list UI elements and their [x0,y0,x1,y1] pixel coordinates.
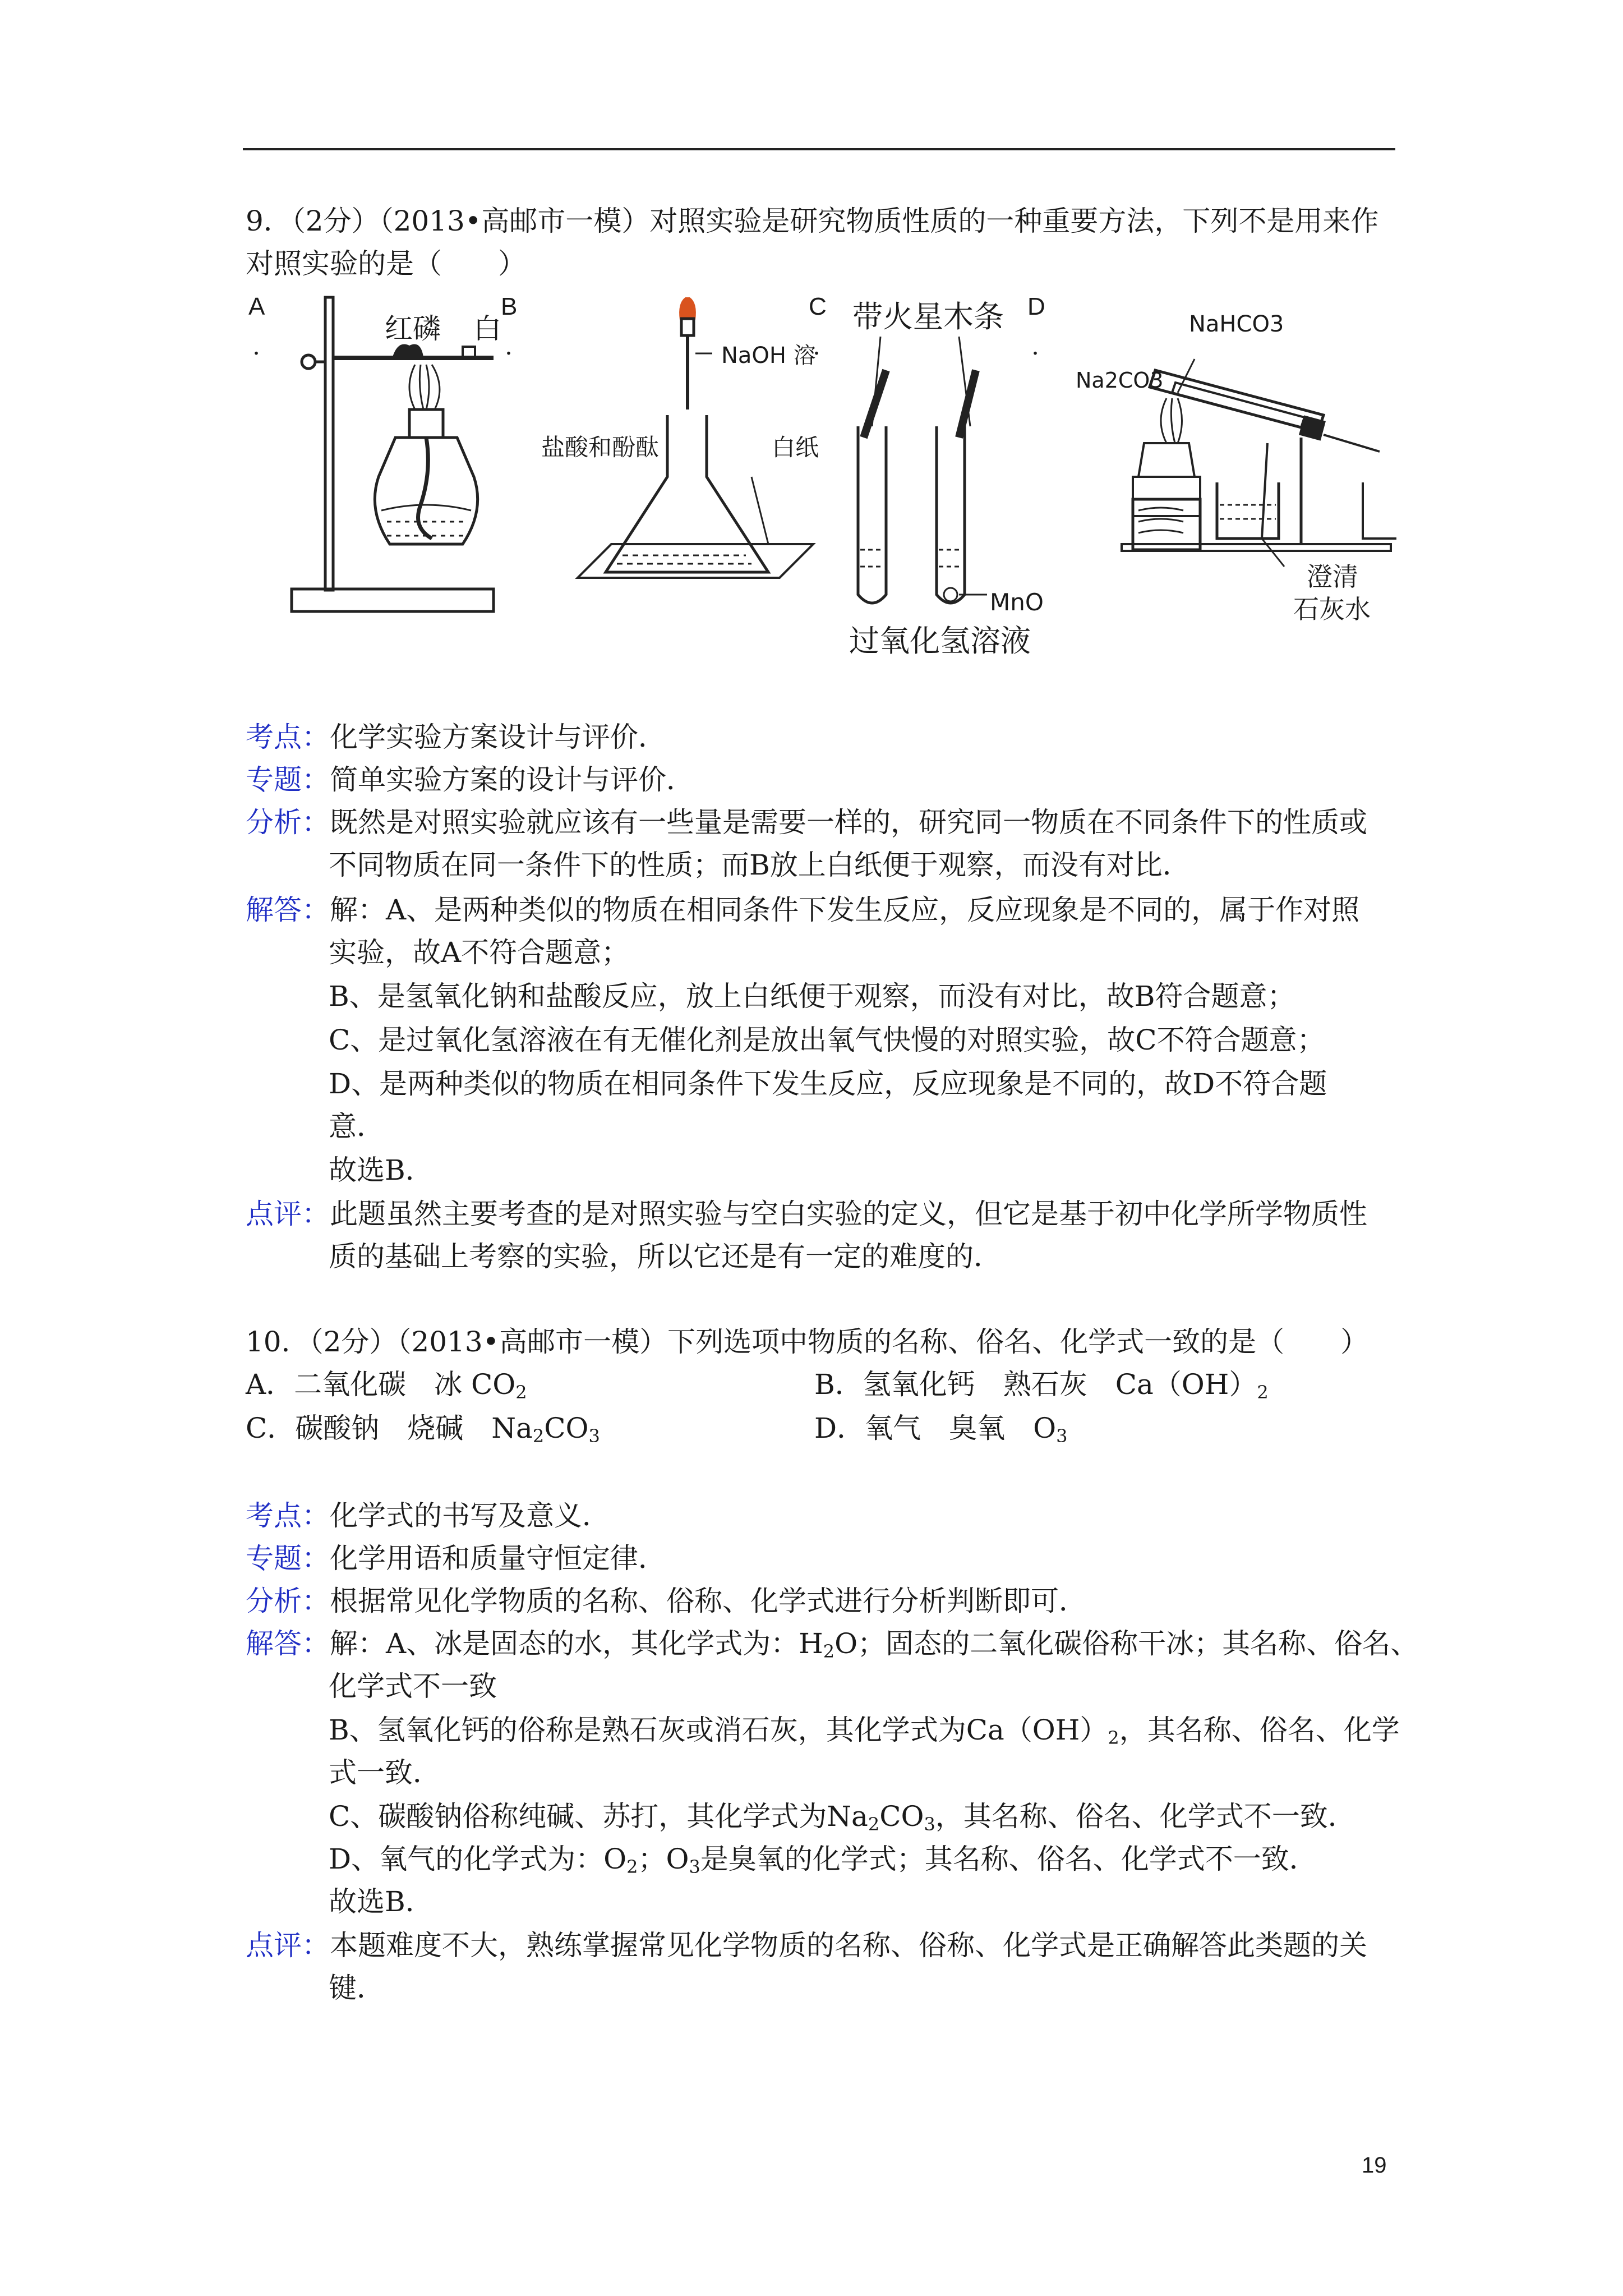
q9-stem-line1: 9．（2分）（2013•高邮市一模）对照实验是研究物质性质的一种重要方法，下列不是用来作 [246,205,1379,237]
fig-a-white-phosphorus-label: 白 [473,312,501,345]
q10-jieda-line6: D、氧气的化学式为：$O_2$；$O_3$是臭氧的化学式；其名称、俗名、化学式不一致． [329,1843,1317,1878]
q9-stem-line2: 对照实验的是（ ） [246,247,526,280]
fig-c-mno2-label: MnO [990,588,1044,616]
fig-b-hcl-phenolphthalein-label: 盐酸和酚酞 [541,434,660,461]
q10-jieda: 解答：解：A、冰是固态的水，其化学式为：$H_2O$；固态的二氧化碳俗称干冰；其名称、俗名、 [246,1627,1419,1662]
q10-option-c: C．碳酸钠 烧碱 $Na_2CO_3$ [246,1412,600,1447]
q10-dianping-line2: 键． [329,1972,385,2004]
fig-d-nahco3-label: NaHCO3 [1189,311,1284,337]
q9-fenxi: 分析：既然是对照实验就应该有一些量是需要一样的，研究同一物质在不同条件下的性质或 [246,806,1367,839]
header-rule [243,148,1395,150]
q9-jieda: 解答：解：A、是两种类似的物质在相同条件下发生反应，反应现象是不同的，属于作对照 [246,894,1360,926]
fig-c-hydrogen-peroxide-label: 过氧化氢溶液 [849,623,1031,659]
q9-option-c-dot: . [813,332,820,361]
q10-stem: 10．（2分）（2013•高邮市一模）下列选项中物质的名称、俗名、化学式一致的是（ ） [246,1326,1369,1358]
q9-option-d-dot: . [1031,332,1039,361]
q10-jieda-line5: C、碳酸钠俗称纯碱、苏打，其化学式为$Na_2CO_3$，其名称、俗名、化学式不一致． [329,1800,1356,1835]
fig-a-red-phosphorus-label: 红磷 [385,312,441,345]
q10-zhuanti: 专题：化学用语和质量守恒定律． [246,1542,666,1575]
q9-fenxi-line2: 不同物质在同一条件下的性质；而B放上白纸便于观察，而没有对比． [329,849,1191,881]
fig-d-na2co3-label: Na2CO3 [1076,368,1164,393]
q10-kaodian: 考点：化学式的书写及意义． [246,1499,610,1532]
q9-jieda-line7: 故选B． [329,1154,434,1186]
q9-dianping: 点评：此题虽然主要考查的是对照实验与空白实验的定义，但它是基于初中化学所学物质性 [246,1198,1367,1230]
fig-c-glowing-splint-label: 带火星木条 [852,299,1004,334]
q10-option-a: A．二氧化碳 冰 $CO_2$ [246,1368,527,1403]
q9-dianping-line2: 质的基础上考察的实验，所以它还是有一定的难度的． [329,1240,1002,1273]
q10-option-b: B．氢氧化钙 熟石灰 $Ca(OH)_2$ [814,1368,1269,1403]
fig-b-white-paper-label: 白纸 [772,434,819,461]
q10-fenxi: 分析：根据常见化学物质的名称、俗称、化学式进行分析判断即可． [246,1585,1087,1617]
q9-jieda-line2: 实验，故A不符合题意； [329,936,630,969]
fig-d-limewater-label-2: 石灰水 [1293,594,1371,624]
q9-option-a-dot: . [252,332,260,361]
q9-jieda-line5: D、是两种类似的物质在相同条件下发生反应，反应现象是不同的，故D不符合题 [329,1068,1327,1100]
q9-option-a-label: A [248,293,265,320]
q10-dianping: 点评：本题难度不大，熟练掌握常见化学物质的名称、俗称、化学式是正确解答此类题的关 [246,1929,1367,1962]
q9-option-c-label: C [809,293,827,320]
q10-option-d: D．氧气 臭氧 $O_3$ [814,1412,1068,1447]
q9-zhuanti: 专题：简单实验方案的设计与评价． [246,763,694,796]
q9-jieda-line3: B、是氢氧化钠和盐酸反应，放上白纸便于观察，而没有对比，故B符合题意； [329,980,1295,1013]
fig-b-naoh-label: NaOH 溶 [721,343,816,369]
page-number: 19 [1362,2153,1387,2178]
q9-kaodian: 考点：化学实验方案设计与评价． [246,721,666,753]
q9-jieda-line6: 意． [329,1110,385,1143]
q10-jieda-line2: 化学式不一致 [329,1670,497,1703]
q10-jieda-line3: B、氢氧化钙的俗称是熟石灰或消石灰，其化学式为$Ca(OH)_2$，其名称、俗名、化学 [329,1714,1400,1749]
q10-jieda-line7: 故选B． [329,1885,434,1918]
q10-jieda-line4: 式一致． [329,1756,441,1789]
q9-option-b-label: B [501,293,518,320]
fig-d-limewater-label-1: 澄清 [1307,562,1358,592]
q9-jieda-line4: C、是过氧化氢溶液在有无催化剂是放出氧气快慢的对照实验，故C不符合题意； [329,1024,1325,1056]
q9-option-d-label: D [1027,293,1045,320]
q9-option-b-dot: . [505,332,513,361]
